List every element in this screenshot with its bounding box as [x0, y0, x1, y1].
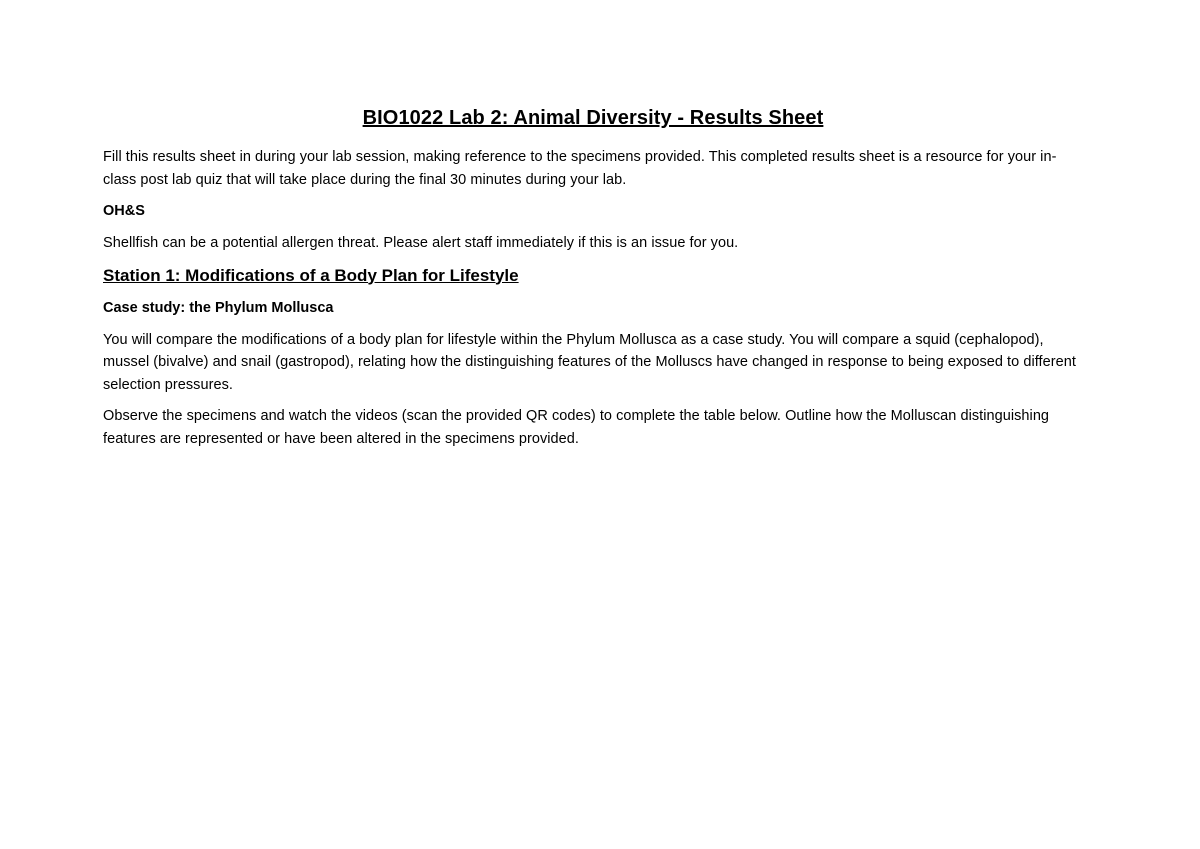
case-study-paragraph: You will compare the modifications of a body plan for lifestyle within the Phylum Mollusca as a case study. You will compare a squid (cephalopod), mussel (bivalve) and snail (gastropod), relating how the distinguishing features of the Molluscs have changed in response to being exposed to different selection pressures. [103, 331, 1076, 393]
document-title: BIO1022 Lab 2: Animal Diversity - Results Sheet [362, 107, 824, 129]
ohs-paragraph: Shellfish can be a potential allergen threat. Please alert staff immediately if this is an issue for you. [103, 235, 739, 251]
instructions-paragraph: Observe the specimens and watch the videos (scan the provided QR codes) to complete the table below. Outline how the Molluscan distinguishing features are represented or have been altered in the specimens provided. [103, 408, 1050, 447]
case-study-heading: Case study: the Phylum Mollusca [103, 299, 334, 316]
intro-paragraph: Fill this results sheet in during your lab session, making reference to the specimens provided. This completed results sheet is a resource for your in-class post lab quiz that will take place during the final 30 minutes during your lab. [103, 149, 1057, 188]
document-body [103, 104, 1083, 459]
ohs-heading: OH&S [103, 203, 145, 219]
station1-heading: Station 1: Modifications of a Body Plan for Lifestyle [103, 265, 519, 285]
